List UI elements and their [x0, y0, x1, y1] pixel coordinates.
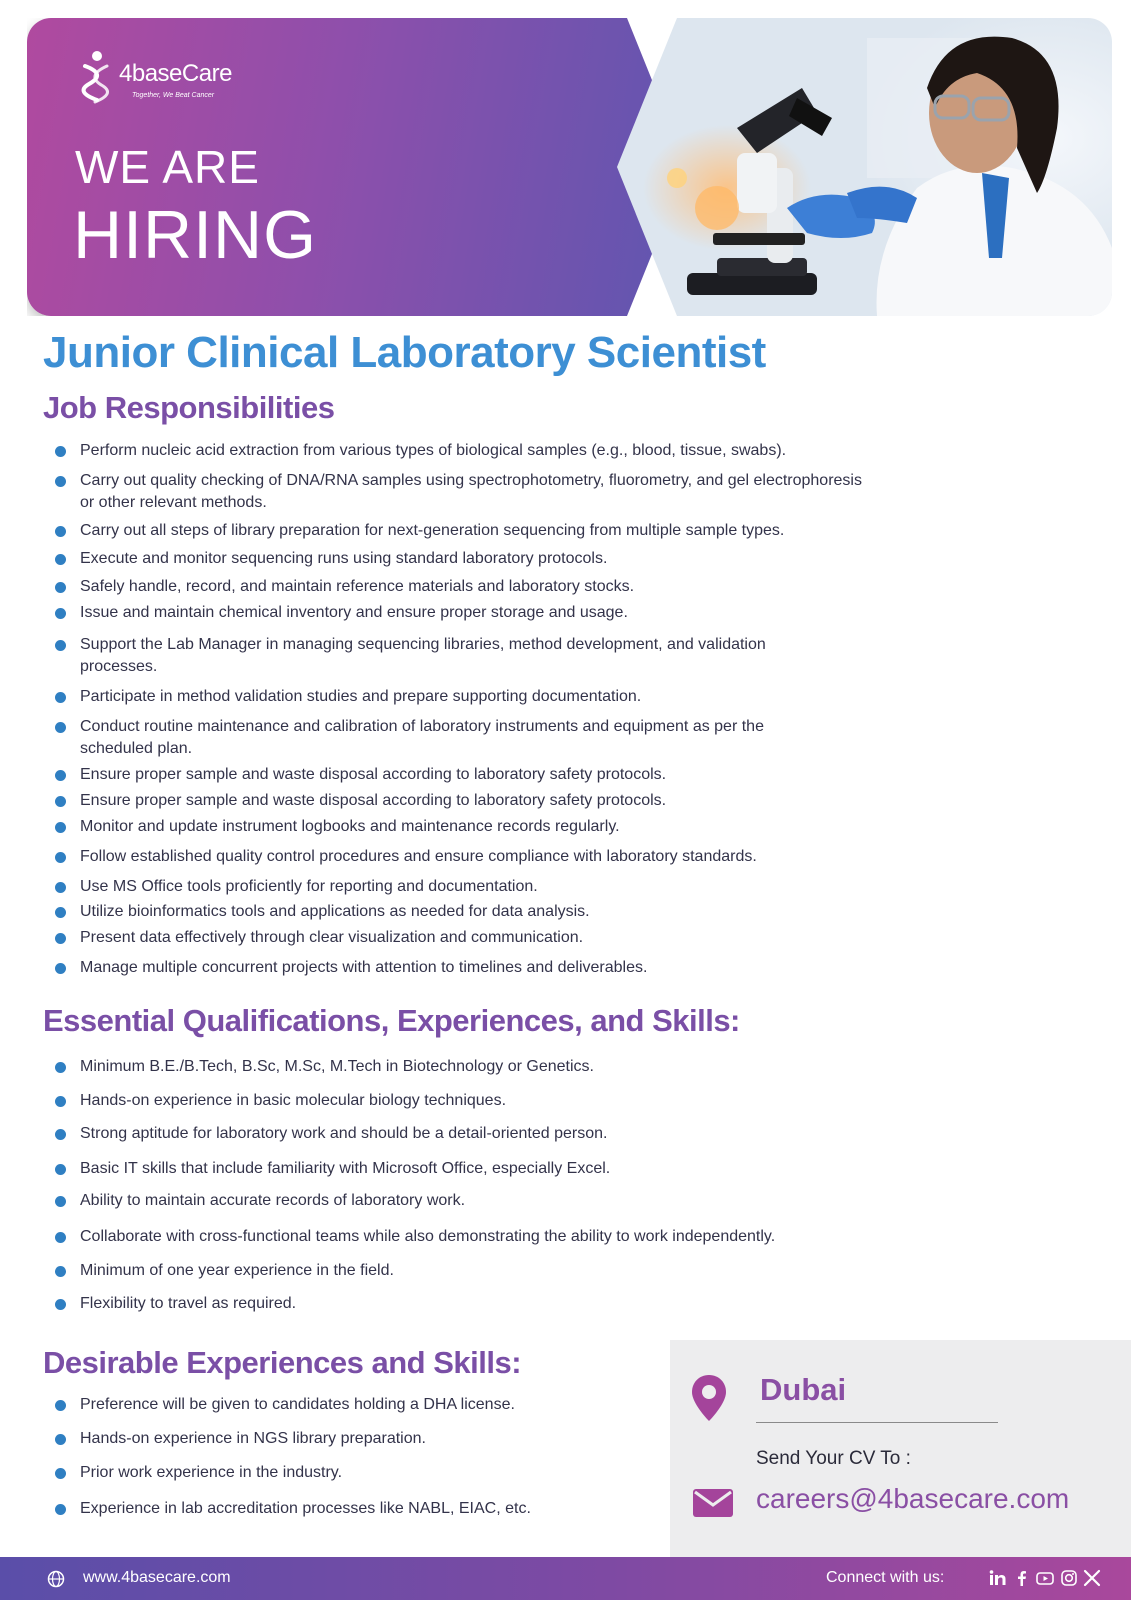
- bullet-icon: [55, 446, 66, 457]
- linkedin-icon[interactable]: [989, 1569, 1007, 1587]
- list-item: Minimum of one year experience in the field.: [55, 1260, 875, 1282]
- instagram-icon[interactable]: [1060, 1569, 1078, 1587]
- careers-email-link[interactable]: careers@4basecare.com: [756, 1483, 1070, 1514]
- bullet-icon: [55, 933, 66, 944]
- bullet-icon: [55, 1434, 66, 1445]
- bullet-icon: [55, 1129, 66, 1140]
- list-item: Perform nucleic acid extraction from various types of biological samples (e.g., blood, tissue, swabs).: [55, 440, 875, 462]
- list-item: Conduct routine maintenance and calibration of laboratory instruments and equipment as per the scheduled plan.: [55, 716, 800, 760]
- hero-line-hiring: HIRING: [73, 197, 317, 273]
- list-item: Present data effectively through clear visualization and communication.: [55, 927, 875, 949]
- job-title: Junior Clinical Laboratory Scientist: [43, 328, 766, 377]
- x-twitter-icon[interactable]: [1083, 1569, 1101, 1587]
- dna-logo-icon: [77, 48, 117, 108]
- bullet-icon: [55, 822, 66, 833]
- bullet-icon: [55, 526, 66, 537]
- globe-icon: [47, 1570, 65, 1588]
- bullet-icon: [55, 907, 66, 918]
- list-item: Issue and maintain chemical inventory and ensure proper storage and usage.: [55, 602, 875, 624]
- location-city: Dubai: [760, 1372, 847, 1407]
- list-item: Carry out quality checking of DNA/RNA samples using spectrophotometry, fluorometry, and gel electrophoresis or other relevant methods.: [55, 470, 875, 514]
- location-pin-icon: [690, 1373, 728, 1423]
- mail-icon: [692, 1488, 734, 1518]
- bullet-icon: [55, 852, 66, 863]
- bullet-icon: [55, 1164, 66, 1175]
- list-item: Minimum B.E./B.Tech, B.Sc, M.Sc, M.Tech in Biotechnology or Genetics.: [55, 1056, 875, 1078]
- bullet-icon: [55, 640, 66, 651]
- list-item: Carry out all steps of library preparation for next-generation sequencing from multiple sample types.: [55, 520, 875, 542]
- bullet-icon: [55, 722, 66, 733]
- bullet-icon: [55, 554, 66, 565]
- youtube-icon[interactable]: [1036, 1569, 1054, 1587]
- bullet-icon: [55, 1468, 66, 1479]
- list-item: Execute and monitor sequencing runs using standard laboratory protocols.: [55, 548, 875, 570]
- list-item: Strong aptitude for laboratory work and should be a detail-oriented person.: [55, 1123, 875, 1145]
- brand-name: 4baseCare: [119, 60, 232, 87]
- brand-tagline: Together, We Beat Cancer: [132, 92, 215, 99]
- desirable-heading: Desirable Experiences and Skills:: [43, 1345, 522, 1380]
- facebook-icon[interactable]: [1013, 1569, 1031, 1587]
- list-item: Follow established quality control procedures and ensure compliance with laboratory standards.: [55, 846, 875, 868]
- microscope-illustration: [617, 18, 1112, 316]
- bullet-icon: [55, 963, 66, 974]
- list-item: Ability to maintain accurate records of laboratory work.: [55, 1190, 875, 1212]
- list-item: Safely handle, record, and maintain reference materials and laboratory stocks.: [55, 576, 875, 598]
- qualifications-heading: Essential Qualifications, Experiences, and Skills:: [43, 1003, 740, 1038]
- contact-box: [670, 1340, 1131, 1558]
- list-item: Ensure proper sample and waste disposal according to laboratory safety protocols.: [55, 790, 875, 812]
- hero-banner: [27, 18, 1112, 316]
- bullet-icon: [55, 770, 66, 781]
- list-item: Manage multiple concurrent projects with attention to timelines and deliverables.: [55, 957, 875, 979]
- bullet-icon: [55, 1232, 66, 1243]
- send-cv-label: Send Your CV To :: [756, 1448, 911, 1469]
- bullet-icon: [55, 1096, 66, 1107]
- bullet-icon: [55, 582, 66, 593]
- bullet-icon: [55, 882, 66, 893]
- website-link[interactable]: www.4basecare.com: [83, 1569, 231, 1586]
- bullet-icon: [55, 796, 66, 807]
- list-item: Hands-on experience in NGS library preparation.: [55, 1428, 655, 1450]
- bullet-icon: [55, 476, 66, 487]
- list-item: Hands-on experience in basic molecular biology techniques.: [55, 1090, 875, 1112]
- list-item: Use MS Office tools proficiently for reporting and documentation.: [55, 876, 875, 898]
- list-item: Prior work experience in the industry.: [55, 1462, 655, 1484]
- brand-logo: [77, 48, 277, 108]
- list-item: Utilize bioinformatics tools and applications as needed for data analysis.: [55, 901, 875, 923]
- bullet-icon: [55, 692, 66, 703]
- contact-divider: [756, 1422, 998, 1423]
- list-item: Flexibility to travel as required.: [55, 1293, 875, 1315]
- list-item: Experience in lab accreditation processes like NABL, EIAC, etc.: [55, 1498, 655, 1520]
- hero-line-we-are: WE ARE: [75, 141, 260, 193]
- bullet-icon: [55, 1504, 66, 1515]
- list-item: Collaborate with cross-functional teams while also demonstrating the ability to work independently.: [55, 1226, 875, 1248]
- list-item: Participate in method validation studies and prepare supporting documentation.: [55, 686, 875, 708]
- footer-bar: [0, 1557, 1131, 1600]
- bullet-icon: [55, 1196, 66, 1207]
- list-item: Basic IT skills that include familiarity with Microsoft Office, especially Excel.: [55, 1158, 875, 1180]
- bullet-icon: [55, 1299, 66, 1310]
- list-item: Support the Lab Manager in managing sequencing libraries, method development, and validation processes.: [55, 634, 800, 678]
- scientist-microscope-photo: [617, 18, 1112, 316]
- bullet-icon: [55, 1062, 66, 1073]
- responsibilities-heading: Job Responsibilities: [43, 390, 335, 425]
- list-item: Preference will be given to candidates holding a DHA license.: [55, 1394, 655, 1416]
- bullet-icon: [55, 1400, 66, 1411]
- list-item: Ensure proper sample and waste disposal according to laboratory safety protocols.: [55, 764, 875, 786]
- list-item: Monitor and update instrument logbooks and maintenance records regularly.: [55, 816, 875, 838]
- bullet-icon: [55, 1266, 66, 1277]
- connect-label: Connect with us:: [826, 1569, 945, 1586]
- bullet-icon: [55, 608, 66, 619]
